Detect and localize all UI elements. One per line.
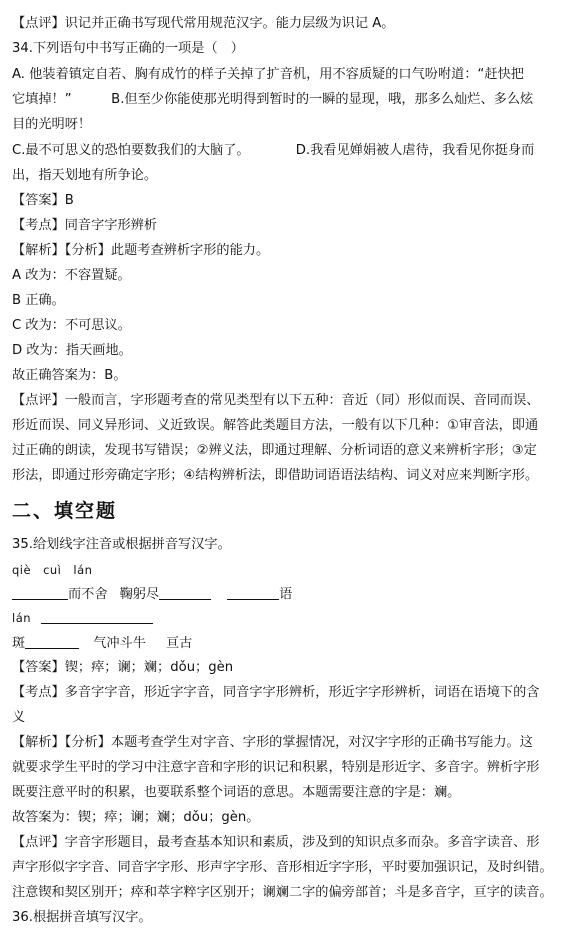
exam-point-line: 【考点】同音字字形辨析: [12, 218, 158, 233]
comment-line-35c: 注意锲和契区别开；瘁和萃字粹字区别开；谰斓二字的偏旁部首；斗是多音字，亘字的读音。: [12, 885, 553, 900]
phrase-1: 而不舍: [68, 587, 108, 602]
comment-line-4: 形法，即通过形旁确定字形；④结构辨析法，即借助词语语法结构、词义对应来判断字形。: [12, 468, 539, 483]
comment-line-35a: 【点评】字音字形题目，最考查基本知识和素质，涉及到的知识点多而杂。多音字读音、形: [12, 835, 540, 850]
option-d-line-2: 出，指天划地有所争论。: [12, 168, 158, 183]
exam-point-line-35b: 义: [12, 710, 26, 725]
blank-3[interactable]: [227, 585, 279, 600]
comment-line-1: 【点评】一般而言，字形题考查的常见类型有以下五种：音近（同）形似而误、音同而误、: [12, 393, 540, 408]
phrase-4: 斑: [12, 636, 26, 651]
question-36-stem: 36.根据拼音填写汉字。: [12, 910, 152, 925]
exam-point-line-35a: 【考点】多音字字音，形近字字音，同音字字形辨析，形近字字形辨析，词语在语境下的含: [12, 685, 540, 700]
option-b-line-2: 目的光明呀！: [12, 117, 92, 132]
option-a-line-1: A. 他装着镇定自若、胸有成竹的样子关掉了扩音机，用不容质疑的口气吩咐道：“赶快把: [12, 67, 524, 82]
phrase-3: 语: [279, 587, 293, 602]
pinyin-line-2: [12, 609, 572, 628]
option-a-b-line: 它填掉！” B.但至少你能使那光明得到暂时的一瞬的显现，哦，那多么灿烂、多么炫: [12, 92, 534, 107]
blank-5[interactable]: [25, 634, 79, 649]
fix-b-line: B 正确。: [12, 293, 65, 308]
question-35-stem: 35.给划线字注音或根据拼音写汉字。: [12, 537, 231, 552]
phrase-5: 气冲斗牛: [93, 636, 146, 651]
analysis-line-35a: 【解析】【分析】本题考查学生对字音、字形的掌握情况，对汉字字形的正确书写能力。这: [12, 735, 533, 750]
analysis-line-35c: 既要注意平时的积累，也要联系整个词语的意思。本题需要注意的字是：斓。: [12, 785, 461, 800]
analysis-line-35b: 就要求学生平时的学习中注意字音和字形的识记和积累，特别是形近字、多音字。辨析字形: [12, 760, 540, 775]
fix-a-line: A 改为：不容置疑。: [12, 268, 131, 283]
section-heading: 二、填空题: [12, 500, 118, 522]
comment-line-2: 形近而误、同义异形词、义近致误。解答此类题目方法，一般有以下几种：①审音法，即通: [12, 418, 539, 433]
fix-d-line: D 改为：指天画地。: [12, 343, 132, 358]
final-answer-line-35: 故答案为：锲；瘁；谰；斓；dǒu；gèn。: [12, 810, 260, 825]
phrase-2: 鞠躬尽: [119, 587, 160, 602]
phrase-6: 亘古: [165, 636, 193, 651]
comment-line-35b: 声字形似字字音、同音字字形、形声字字形、音形相近字字形，平时要加强识记，及时纠错。: [12, 860, 553, 875]
analysis-line: 【解析】【分析】此题考查辨析字形的能力。: [12, 243, 270, 258]
pinyin-line-1: qiè cuì lán: [12, 563, 93, 577]
blank-1[interactable]: [12, 585, 68, 600]
option-c-d-line: C.最不可思义的恐怕要数我们的大脑了。 D.我看见婵娟被人虐待，我看见你挺身而: [12, 143, 535, 158]
answer-line-35: 【答案】锲；瘁；谰；斓；dǒu；gèn: [12, 660, 234, 675]
question-34-stem: 34.下列语句中书写正确的一项是（ ）: [12, 41, 244, 56]
final-answer-line: 故正确答案为：B。: [12, 368, 127, 383]
comment-line: 【点评】识记并正确书写现代常用规范汉字。能力层级为识记 A。: [12, 16, 395, 31]
fill-in-line-1: [12, 585, 572, 604]
blank-2[interactable]: [159, 585, 211, 600]
comment-line-3: 过正确的朗读，发现书写错误；②辨义法，即通过理解、分析词语的意义来辨析字形；③定: [12, 443, 537, 458]
fill-in-line-2: [12, 634, 572, 653]
pinyin-lan: lán: [12, 611, 32, 625]
blank-4[interactable]: [41, 609, 153, 624]
answer-line: 【答案】B: [12, 193, 74, 208]
fix-c-line: C 改为：不可思议。: [12, 318, 131, 333]
